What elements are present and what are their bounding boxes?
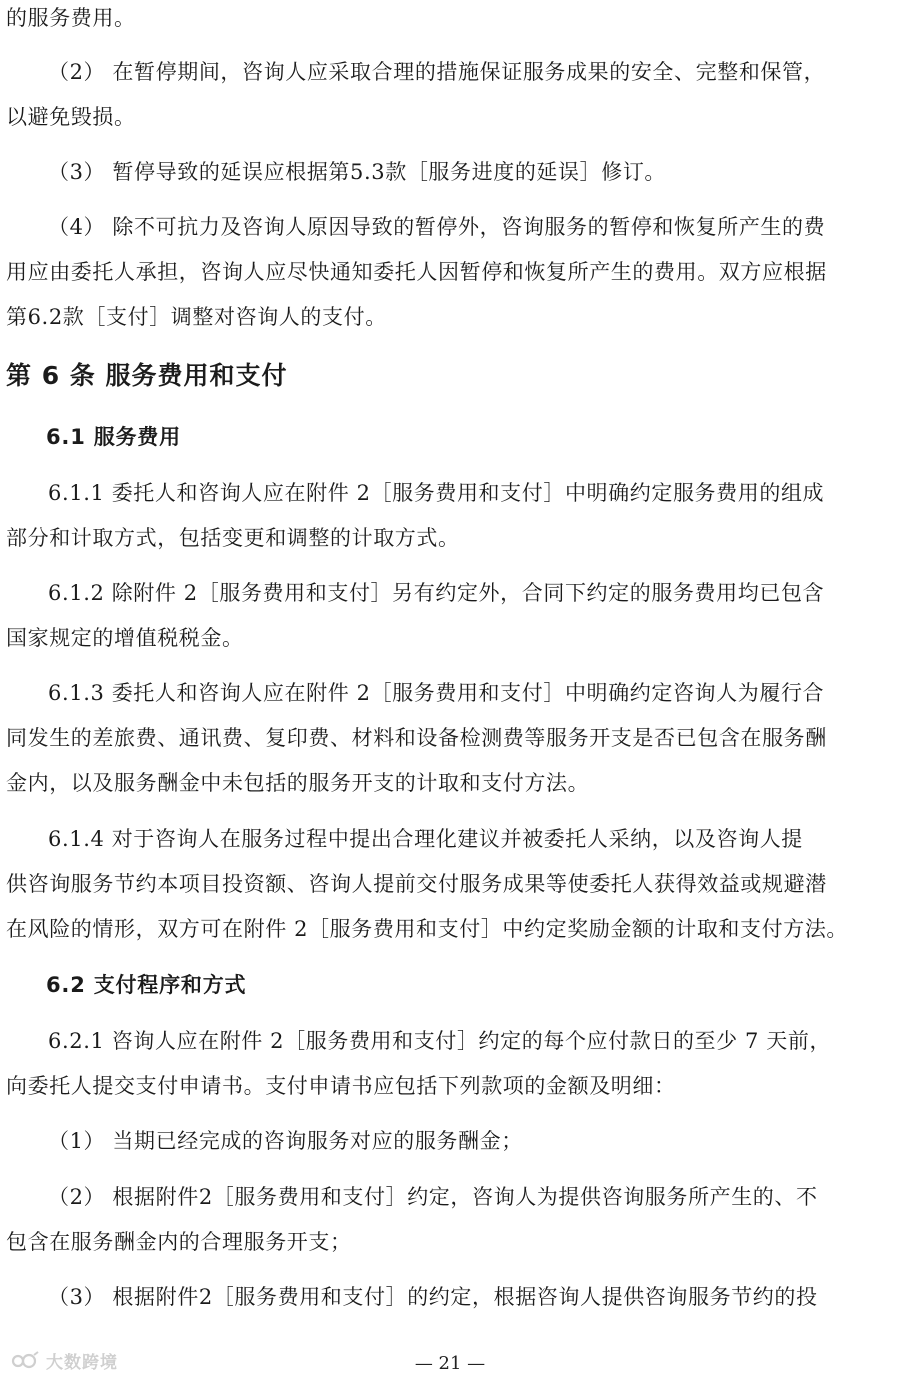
paragraph-line: 国家规定的增值税税金。 [6, 626, 244, 650]
list-item-line: （2） 根据附件2［服务费用和支付］约定，咨询人为提供咨询服务所产生的、不 [48, 1185, 818, 1209]
paragraph-line: 6.1.3 委托人和咨询人应在附件 2［服务费用和支付］中明确约定咨询人为履行合 [48, 681, 825, 705]
list-item-line: 包含在服务酬金内的合理服务开支； [6, 1230, 352, 1254]
paragraph-line: （2） 在暂停期间，咨询人应采取合理的措施保证服务成果的安全、完整和保管， [48, 60, 826, 84]
paragraph-line: （4） 除不可抗力及咨询人原因导致的暂停外，咨询服务的暂停和恢复所产生的费 [48, 215, 826, 239]
paragraph-line: 用应由委托人承担，咨询人应尽快通知委托人因暂停和恢复所产生的费用。双方应根据 [6, 260, 827, 284]
paragraph-line: 6.1.2 除附件 2［服务费用和支付］另有约定外，合同下约定的服务费用均已包含 [48, 581, 825, 605]
article-heading: 第 6 条 服务费用和支付 [6, 361, 288, 390]
paragraph-line: 供咨询服务节约本项目投资额、咨询人提前交付服务成果等使委托人获得效益或规避潜 [6, 872, 827, 896]
paragraph-line: 在风险的情形，双方可在附件 2［服务费用和支付］中约定奖励金额的计取和支付方法。 [6, 917, 849, 941]
paragraph-line: 同发生的差旅费、通讯费、复印费、材料和设备检测费等服务开支是否已包含在服务酬 [6, 726, 827, 750]
paragraph-line: 6.1.4 对于咨询人在服务过程中提出合理化建议并被委托人采纳，以及咨询人提 [48, 827, 803, 851]
list-item-line: （1） 当期已经完成的咨询服务对应的服务酬金； [48, 1129, 523, 1153]
paragraph-line: 6.1.1 委托人和咨询人应在附件 2［服务费用和支付］中明确约定服务费用的组成 [48, 481, 825, 505]
paragraph-line: 的服务费用。 [6, 6, 136, 30]
paragraph-line: 第6.2款［支付］调整对咨询人的支付。 [6, 305, 387, 329]
paragraph-line: 6.2.1 咨询人应在附件 2［服务费用和支付］约定的每个应付款日的至少 7 天前， [48, 1029, 832, 1053]
page-number: — 21 — [414, 1353, 486, 1374]
paragraph-line: 金内，以及服务酬金中未包括的服务开支的计取和支付方法。 [6, 771, 590, 795]
paragraph-line: （3） 暂停导致的延误应根据第5.3款［服务进度的延误］修订。 [48, 160, 667, 184]
paragraph-line: 部分和计取方式，包括变更和调整的计取方式。 [6, 526, 460, 550]
paragraph-line: 以避免毁损。 [6, 105, 136, 129]
watermark-text: 大数跨境 [46, 1353, 118, 1373]
section-heading: 6.1 服务费用 [46, 425, 181, 449]
section-heading: 6.2 支付程序和方式 [46, 973, 247, 997]
paragraph-line: 向委托人提交支付申请书。支付申请书应包括下列款项的金额及明细： [6, 1074, 676, 1098]
list-item-line: （3） 根据附件2［服务费用和支付］的约定，根据咨询人提供咨询服务节约的投 [48, 1285, 818, 1309]
